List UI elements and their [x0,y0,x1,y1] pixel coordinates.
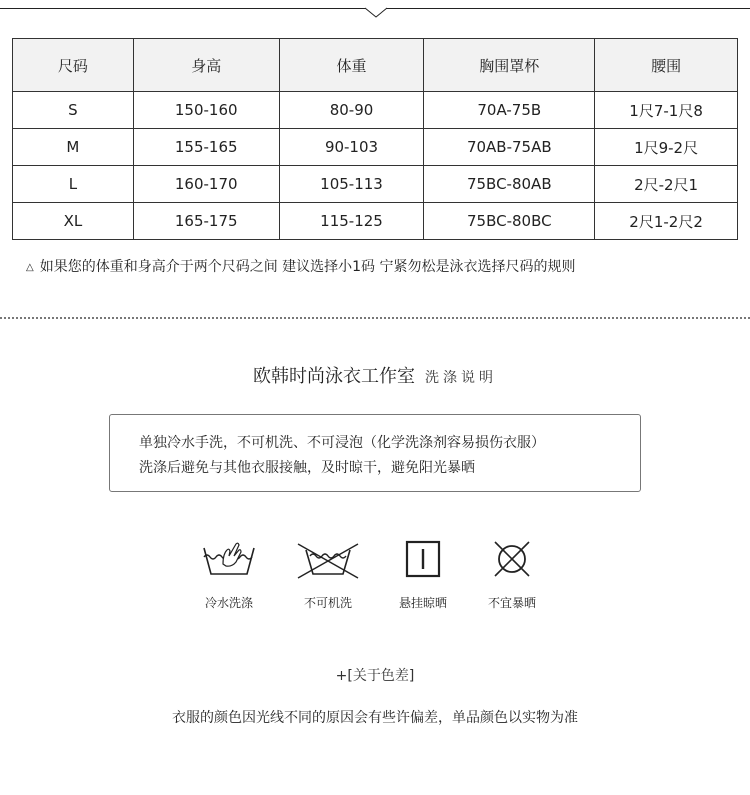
cell-waist: 1尺7-1尺8 [595,92,738,129]
care-symbol-cold-wash [179,538,279,611]
table-header-row [13,39,738,92]
no-tumble-dry-icon [491,538,533,580]
table-row [13,203,738,240]
size-advice-note [26,256,576,276]
cell-height: 155-165 [133,129,279,166]
header-size: 尺码 [13,39,134,92]
table-row [13,92,738,129]
dotted-divider [0,317,750,319]
triangle-icon: △ [26,262,34,273]
cell-weight: 115-125 [279,203,424,240]
cell-weight: 80-90 [279,92,424,129]
care-symbol-no-machine-wash [278,538,378,611]
care-label: 冷水洗涤 [204,596,253,610]
wash-instruction-line: 洗涤后避免与其他衣服接触，及时晾干，避免阳光暴晒 [139,460,475,476]
size-table [12,38,738,240]
cell-weight: 90-103 [279,129,424,166]
care-label: 悬挂晾晒 [398,596,447,610]
cell-bust-cup: 70AB-75AB [424,129,595,166]
size-advice-text: 如果您的体重和身高介于两个尺码之间 建议选择小1码 宁紧勿松是泳衣选择尺码的规则 [39,259,576,275]
care-label: 不宜暴晒 [487,596,536,610]
wash-instructions-box [109,414,641,492]
cell-waist: 1尺9-2尺 [595,129,738,166]
cell-size: M [13,129,134,166]
header-bust-cup: 胸围罩杯 [424,39,595,92]
header-weight: 体重 [279,39,424,92]
cell-bust-cup: 70A-75B [424,92,595,129]
cell-height: 160-170 [133,166,279,203]
cell-size: L [13,166,134,203]
cell-size: S [13,92,134,129]
cell-waist: 2尺1-2尺2 [595,203,738,240]
cell-bust-cup: 75BC-80AB [424,166,595,203]
cell-bust-cup: 75BC-80BC [424,203,595,240]
cell-weight: 105-113 [279,166,424,203]
no-machine-wash-icon [296,538,360,580]
care-label: 不可机洗 [303,596,352,610]
cell-height: 150-160 [133,92,279,129]
studio-name: 欧韩时尚泳衣工作室 [253,366,415,387]
cell-size: XL [13,203,134,240]
header-waist: 腰围 [595,39,738,92]
cell-height: 165-175 [133,203,279,240]
cell-waist: 2尺-2尺1 [595,166,738,203]
divider-notch-icon [365,4,387,18]
color-difference-text: 衣服的颜色因光线不同的原因会有些许偏差，单品颜色以实物为准 [172,710,578,726]
hang-dry-icon [403,538,443,580]
hand-wash-icon [201,538,257,580]
wash-instructions-heading: 洗涤说明 [425,370,497,386]
wash-section-title [0,362,750,388]
table-row [13,166,738,203]
care-symbol-hang-dry [373,538,473,611]
color-difference-heading: +[关于色差] [335,668,415,684]
wash-instruction-line: 单独冷水手洗，不可机洗、不可浸泡（化学洗涤剂容易损伤衣服） [139,435,545,451]
table-row [13,129,738,166]
care-symbol-no-sun [462,538,562,611]
header-height: 身高 [133,39,279,92]
